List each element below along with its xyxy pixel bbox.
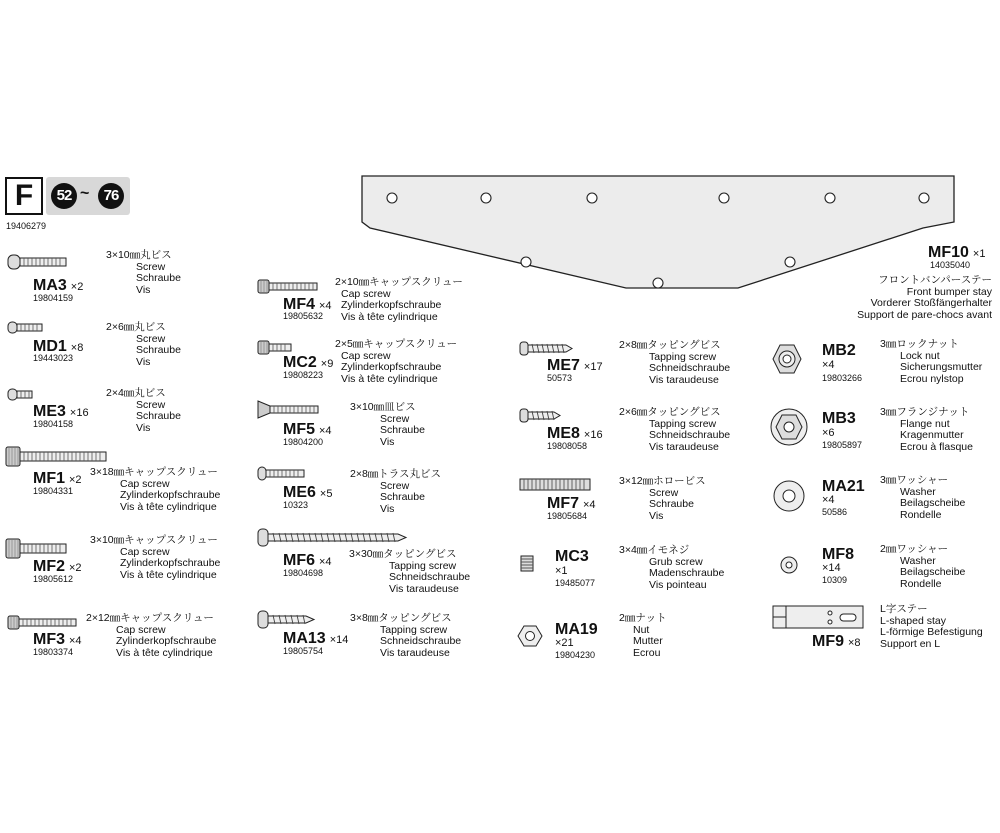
part-code-ma19: MA19 xyxy=(555,621,598,638)
part-number-me6: 10323 xyxy=(283,500,309,510)
tapping-screw-icon xyxy=(520,341,576,357)
part-number-ma21: 50586 xyxy=(822,507,848,517)
part-number-ma13: 19805754 xyxy=(283,646,324,656)
washer-icon xyxy=(780,556,798,574)
part-desc-mf10: フロントバンパーステー Front bumper stay Vorderer Stoßfängerhalter Support de pare-chocs avant xyxy=(857,274,992,321)
part-code-ma3: MA3 ×2 xyxy=(33,277,84,294)
part-number-me8: 19808058 xyxy=(547,441,588,451)
round-head-screw-icon xyxy=(8,253,68,271)
part-desc-me8: 2×6㎜タッピングビス Tapping screw Schneidschraube Vis taraudeuse xyxy=(619,406,731,453)
part-code-mc2: MC2 ×9 xyxy=(283,354,334,371)
part-number-mf6: 19804698 xyxy=(283,568,324,578)
part-code-mf4: MF4 ×4 xyxy=(283,296,332,313)
part-code-mf10: MF10 ×1 xyxy=(928,244,986,261)
part-desc-mf4: 2×10㎜キャップスクリュー Cap screw Zylinderkopfschraube Vis à tête cylindrique xyxy=(335,276,463,323)
part-desc-ma3: 3×10㎜丸ビス Screw Schraube Vis xyxy=(106,249,181,296)
grub-screw-icon xyxy=(521,555,535,573)
part-desc-mf6: 3×30㎜タッピングビス Tapping screw Schneidschraube Vis taraudeuse xyxy=(349,548,471,595)
part-code-me8: ME8 ×16 xyxy=(547,425,603,442)
round-head-screw-icon xyxy=(8,388,34,402)
part-qty-ma21: ×4 xyxy=(822,494,835,506)
truss-head-screw-icon xyxy=(258,466,308,482)
tapping-screw-icon xyxy=(520,408,564,424)
part-desc-ma21: 3㎜ワッシャー Washer Beilagscheibe Rondelle xyxy=(880,474,966,521)
part-desc-mf1: 3×18㎜キャップスクリュー Cap screw Zylinderkopfschraube Vis à tête cylindrique xyxy=(90,466,221,513)
cap-screw-icon xyxy=(8,615,78,631)
part-qty-mf8: ×14 xyxy=(822,562,841,574)
hollow-screw-icon xyxy=(520,477,592,493)
part-desc-mf8: 2㎜ワッシャー Washer Beilagscheibe Rondelle xyxy=(880,543,966,590)
part-number-mc2: 19808223 xyxy=(283,370,324,380)
tapping-screw-icon xyxy=(258,528,408,548)
part-desc-mb3: 3㎜フランジナット Flange nut Kragenmutter Ecrou à flasque xyxy=(880,406,973,453)
part-code-md1: MD1 ×8 xyxy=(33,338,84,355)
flange-nut-icon xyxy=(770,408,808,446)
bag-part-number: 19406279 xyxy=(6,221,47,231)
part-desc-me6: 2×8㎜トラス丸ビス Screw Schraube Vis xyxy=(350,468,441,515)
part-code-mf1: MF1 ×2 xyxy=(33,470,82,487)
part-number-mc3: 19485077 xyxy=(555,578,596,588)
part-qty-mb2: ×4 xyxy=(822,359,835,371)
part-code-mf8: MF8 xyxy=(822,546,854,563)
step-start-badge: 52 xyxy=(51,183,77,209)
part-qty-ma19: ×21 xyxy=(555,637,574,649)
bag-step-range xyxy=(46,177,130,215)
part-code-mf2: MF2 ×2 xyxy=(33,558,82,575)
part-desc-ma19: 2㎜ナット Nut Mutter Ecrou xyxy=(619,612,667,659)
part-desc-md1: 2×6㎜丸ビス Screw Schraube Vis xyxy=(106,321,181,368)
part-code-mc3: MC3 xyxy=(555,548,589,565)
part-number-mf7: 19805684 xyxy=(547,511,588,521)
part-code-ma21: MA21 xyxy=(822,478,865,495)
hex-nut-icon xyxy=(519,625,543,647)
part-desc-mf5: 3×10㎜皿ビス Screw Schraube Vis xyxy=(350,401,425,448)
part-code-mb3: MB3 xyxy=(822,410,856,427)
part-number-ma19: 19804230 xyxy=(555,650,596,660)
part-code-ma13: MA13 ×14 xyxy=(283,630,349,647)
part-code-mf9: MF9 ×8 xyxy=(812,633,861,650)
cap-screw-icon xyxy=(6,538,68,560)
part-number-me3: 19804158 xyxy=(33,419,74,429)
part-desc-mf7: 3×12㎜ホロービス Screw Schraube Vis xyxy=(619,475,706,522)
part-number-mf1: 19804331 xyxy=(33,486,74,496)
part-number-mf2: 19805612 xyxy=(33,574,74,584)
part-number-mb2: 19803266 xyxy=(822,373,863,383)
part-desc-mf9: L字ステー L-shaped stay L-förmige Befestigung Support en L xyxy=(880,603,983,650)
part-qty-mc3: ×1 xyxy=(555,565,568,577)
step-end-badge: 76 xyxy=(98,183,124,209)
part-desc-mf3: 2×12㎜キャップスクリュー Cap screw Zylinderkopfschraube Vis à tête cylindrique xyxy=(86,612,217,659)
part-number-ma3: 19804159 xyxy=(33,293,74,303)
part-number-mf3: 19803374 xyxy=(33,647,74,657)
part-code-mb2: MB2 xyxy=(822,342,856,359)
part-code-me6: ME6 ×5 xyxy=(283,484,333,501)
part-desc-mf2: 3×10㎜キャップスクリュー Cap screw Zylinderkopfschraube Vis à tête cylindrique xyxy=(90,534,221,581)
part-number-md1: 19443023 xyxy=(33,353,74,363)
part-desc-mc3: 3×4㎜イモネジ Grub screw Madenschraube Vis pointeau xyxy=(619,544,725,591)
cap-screw-icon xyxy=(258,279,320,295)
part-code-mf6: MF6 ×4 xyxy=(283,552,332,569)
part-number-mf8: 10309 xyxy=(822,575,848,585)
round-head-screw-icon xyxy=(8,321,44,335)
tapping-screw-icon xyxy=(258,610,318,630)
part-number-me7: 50573 xyxy=(547,373,573,383)
part-code-mf5: MF5 ×4 xyxy=(283,421,332,438)
range-separator: ~ xyxy=(80,185,90,202)
part-number-mf4: 19805632 xyxy=(283,311,324,321)
part-code-mf7: MF7 ×4 xyxy=(547,495,596,512)
part-code-mf3: MF3 ×4 xyxy=(33,631,82,648)
part-code-me7: ME7 ×17 xyxy=(547,357,603,374)
part-desc-mb2: 3㎜ロックナット Lock nut Sicherungsmutter Ecrou nylstop xyxy=(880,338,983,385)
part-number-mf10: 14035040 xyxy=(930,260,971,270)
part-desc-mc2: 2×5㎜キャップスクリュー Cap screw Zylinderkopfschraube Vis à tête cylindrique xyxy=(335,338,458,385)
cap-screw-icon xyxy=(6,446,108,468)
part-desc-me3: 2×4㎜丸ビス Screw Schraube Vis xyxy=(106,387,181,434)
part-number-mb3: 19805897 xyxy=(822,440,863,450)
part-desc-ma13: 3×8㎜タッピングビス Tapping screw Schneidschraube Vis taraudeuse xyxy=(350,612,462,659)
part-qty-mb3: ×6 xyxy=(822,427,835,439)
washer-icon xyxy=(773,480,805,512)
part-code-me3: ME3 ×16 xyxy=(33,403,89,420)
part-number-mf5: 19804200 xyxy=(283,437,324,447)
countersunk-screw-icon xyxy=(258,400,320,420)
lock-nut-icon xyxy=(772,344,802,374)
bag-letter: F xyxy=(5,177,43,215)
l-shaped-stay-icon xyxy=(772,605,868,631)
part-desc-me7: 2×8㎜タッピングビス Tapping screw Schneidschraube Vis taraudeuse xyxy=(619,339,731,386)
